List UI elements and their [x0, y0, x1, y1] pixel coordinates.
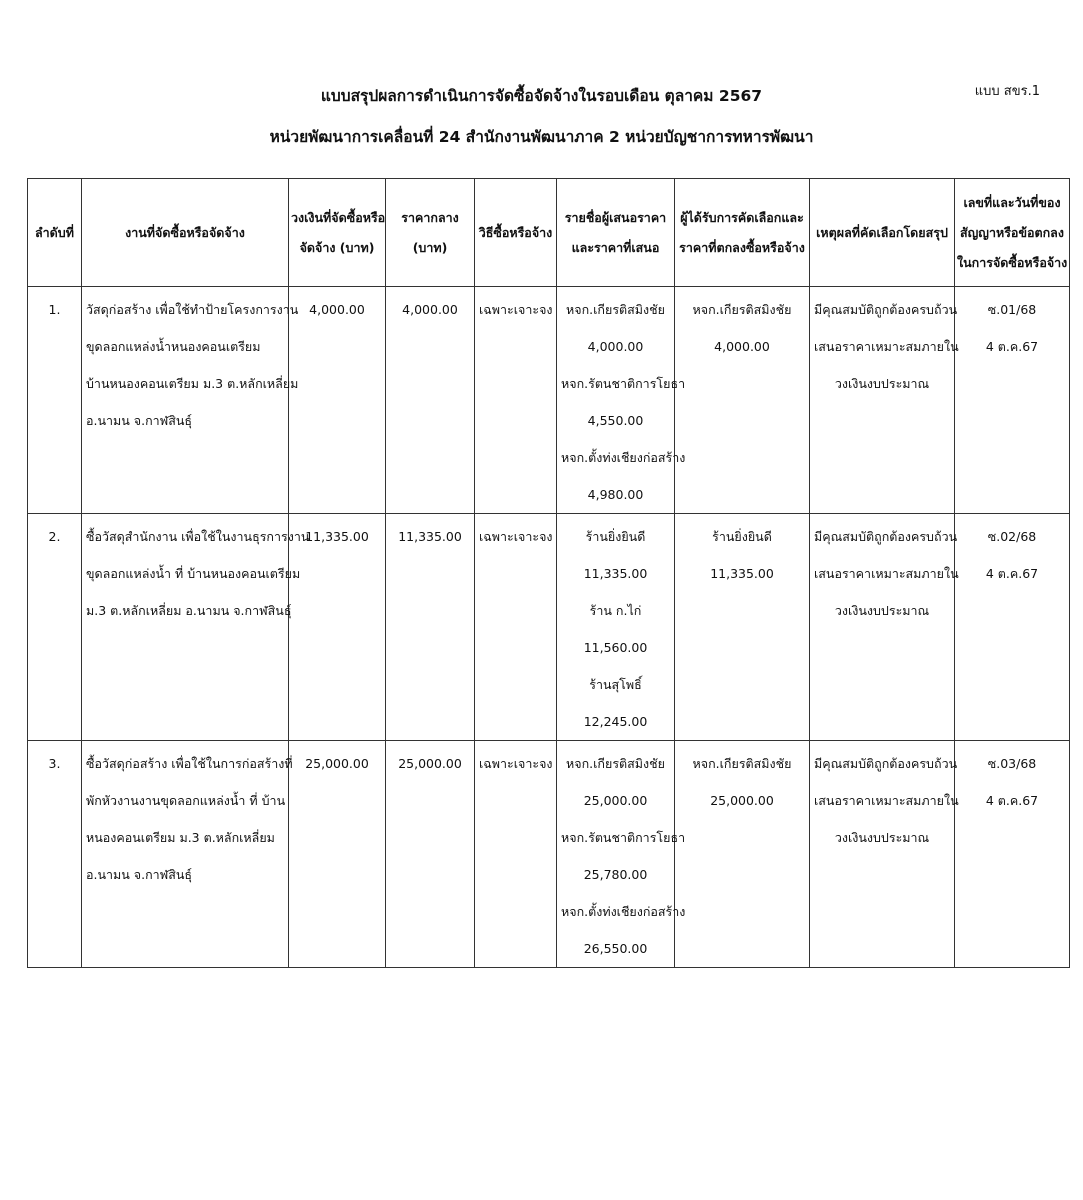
cell-text: ร้าน ก.ไก่ [589, 603, 642, 618]
header-text: และราคาที่เสนอ [571, 239, 660, 255]
col-header-item [82, 179, 289, 287]
cell-text: เสนอราคาเหมาะสมภายใน [814, 339, 959, 354]
cell-text: หนองคอนเตรียม ม.3 ต.หลักเหลี่ยม [86, 830, 275, 845]
reason-cell [810, 514, 959, 741]
cell-text: 11,335.00 [398, 529, 462, 544]
cell-text: 25,000.00 [305, 756, 369, 771]
cell-text: ร้านยิ่งยินดี [585, 529, 646, 544]
col-header-median-price [386, 179, 475, 287]
header-text: เหตุผลที่คัดเลือกโดยสรุป [816, 224, 948, 240]
table-header-row [28, 179, 1070, 287]
cell-text: มีคุณสมบัติถูกต้องครบถ้วน [814, 756, 958, 771]
reason-cell [810, 287, 959, 514]
col-header-contract [955, 179, 1070, 287]
header-text: งานที่จัดซื้อหรือจัดจ้าง [125, 224, 245, 240]
contract-cell [955, 287, 1070, 514]
header-text: สัญญาหรือข้อตกลง [960, 224, 1064, 240]
cell-text: ร้านยิ่งยินดี [712, 529, 772, 544]
cell-text: อ.นามน จ.กาฬสินธุ์ [86, 867, 193, 882]
cell-text: 4 ต.ค.67 [985, 339, 1039, 354]
method-cell [475, 514, 557, 741]
cell-text: 12,245.00 [583, 714, 648, 729]
budget-cell [289, 287, 386, 514]
document-title: แบบสรุปผลการดำเนินการจัดซื้อจัดจ้างในรอบเดือน ตุลาคม 2567 [320, 87, 763, 105]
cell-text: 11,335.00 [583, 566, 648, 581]
winner-cell [675, 287, 810, 514]
cell-text: 4,000.00 [587, 339, 644, 354]
median-price-cell [386, 287, 475, 514]
cell-text: 25,000.00 [710, 793, 774, 808]
cell-text: วงเงินงบประมาณ [834, 830, 930, 845]
cell-text: หจก.รัตนชาติการโยธา [561, 376, 686, 391]
contract-cell [955, 514, 1070, 741]
cell-text: หจก.เกียรติสมิงชัย [566, 302, 665, 317]
header-text: (บาท) [412, 239, 448, 255]
document-subtitle: หน่วยพัฒนาการเคลื่อนที่ 24 สำนักงานพัฒนาภาค 2 หน่วยบัญชาการทหารพัฒนา [269, 128, 814, 146]
cell-text: เฉพาะเจาะจง [479, 529, 553, 544]
cell-text: 4,000.00 [402, 302, 458, 317]
cell-text: เสนอราคาเหมาะสมภายใน [814, 566, 959, 581]
reason-cell [810, 741, 959, 968]
row-number [28, 514, 82, 741]
cell-text: ขุดลอกแหล่งน้ำหนองคอนเตรียม [86, 339, 261, 354]
cell-text: ซ.03/68 [987, 756, 1037, 771]
median-price-cell [386, 514, 475, 741]
cell-text: หจก.เกียรติสมิงชัย [692, 756, 792, 771]
bidders-cell [557, 514, 675, 741]
item-description [82, 514, 310, 741]
cell-text: 4 ต.ค.67 [985, 566, 1039, 581]
cell-text: 4,980.00 [587, 487, 644, 502]
col-header-budget [289, 179, 386, 287]
header-text: เลขที่และวันที่ของ [963, 194, 1061, 210]
header-text: รายชื่อผู้เสนอราคา [564, 209, 667, 225]
cell-text: บ้านหนองคอนเตรียม ม.3 ต.หลักเหลี่ยม [86, 376, 299, 391]
col-header-method [475, 179, 557, 287]
col-header-bidders [557, 179, 675, 287]
winner-cell [675, 514, 810, 741]
cell-text: พักหัวงานงานขุดลอกแหล่งน้ำ ที่ บ้าน [86, 793, 286, 808]
method-cell [475, 287, 557, 514]
col-header-reason [810, 179, 955, 287]
cell-text: 11,335.00 [305, 529, 369, 544]
cell-text: ร้านสุโพธิ์ [589, 677, 642, 692]
header-text: ราคากลาง [401, 209, 459, 225]
table-row [28, 287, 1070, 514]
table-row [28, 514, 1070, 741]
cell-text: หจก.เกียรติสมิงชัย [566, 756, 665, 771]
cell-text: 1. [48, 302, 61, 317]
cell-text: เฉพาะเจาะจง [479, 302, 553, 317]
header-text: จัดจ้าง (บาท) [299, 239, 375, 255]
cell-text: ขุดลอกแหล่งน้ำ ที่ บ้านหนองคอนเตรียม [86, 566, 301, 581]
cell-text: 4,550.00 [587, 413, 644, 428]
cell-text: 4 ต.ค.67 [985, 793, 1039, 808]
item-description [82, 741, 293, 968]
header-text: วงเงินที่จัดซื้อหรือ [291, 209, 386, 225]
cell-text: ซื้อวัสดุก่อสร้าง เพื่อใช้ในการก่อสร้างที่ [86, 756, 293, 771]
header-text: ราคาที่ตกลงซื้อหรือจ้าง [679, 239, 805, 255]
cell-text: ม.3 ต.หลักเหลี่ยม อ.นามน จ.กาฬสินธุ์ [86, 603, 292, 618]
winner-cell [675, 741, 810, 968]
header-text: ในการจัดซื้อหรือจ้าง [957, 254, 1068, 270]
cell-text: 11,560.00 [583, 640, 648, 655]
median-price-cell [386, 741, 475, 968]
cell-text: ซื้อวัสดุสำนักงาน เพื่อใช้ในงานธุรการงาน [86, 529, 310, 544]
cell-text: 25,000.00 [583, 793, 648, 808]
form-code: แบบ สขร.1 [974, 84, 1040, 99]
cell-text: วงเงินงบประมาณ [834, 603, 930, 618]
budget-cell [289, 741, 386, 968]
header-text: ผู้ได้รับการคัดเลือกและ [680, 209, 804, 225]
header-text: ลำดับที่ [35, 224, 74, 240]
cell-text: 11,335.00 [710, 566, 774, 581]
cell-text: 4,000.00 [714, 339, 770, 354]
bidders-cell [557, 741, 686, 968]
cell-text: เฉพาะเจาะจง [479, 756, 553, 771]
cell-text: 3. [48, 756, 61, 771]
cell-text: ซ.01/68 [987, 302, 1037, 317]
cell-text: มีคุณสมบัติถูกต้องครบถ้วน [814, 529, 958, 544]
cell-text: 25,000.00 [398, 756, 462, 771]
cell-text: เสนอราคาเหมาะสมภายใน [814, 793, 959, 808]
cell-text: 4,000.00 [309, 302, 365, 317]
cell-text: 26,550.00 [583, 941, 648, 956]
cell-text: 25,780.00 [583, 867, 648, 882]
cell-text: หจก.ตั้งท่งเชียงก่อสร้าง [561, 450, 686, 465]
cell-text: ซ.02/68 [987, 529, 1037, 544]
bidders-cell [557, 287, 686, 514]
col-header-winner [675, 179, 810, 287]
cell-text: หจก.เกียรติสมิงชัย [692, 302, 792, 317]
row-number [28, 287, 82, 514]
header-text: วิธีซื้อหรือจ้าง [478, 224, 553, 240]
cell-text: อ.นามน จ.กาฬสินธุ์ [86, 413, 193, 428]
method-cell [475, 741, 557, 968]
cell-text: หจก.ตั้งท่งเชียงก่อสร้าง [561, 904, 686, 919]
cell-text: 2. [48, 529, 61, 544]
contract-cell [955, 741, 1070, 968]
cell-text: มีคุณสมบัติถูกต้องครบถ้วน [814, 302, 958, 317]
cell-text: วัสดุก่อสร้าง เพื่อใช้ทำป้ายโครงการงาน [86, 302, 299, 317]
procurement-table [27, 178, 1070, 968]
item-description [82, 287, 299, 514]
budget-cell [289, 514, 386, 741]
cell-text: วงเงินงบประมาณ [834, 376, 930, 391]
row-number [28, 741, 82, 968]
cell-text: หจก.รัตนชาติการโยธา [561, 830, 686, 845]
table-row [28, 741, 1070, 968]
col-header-no [28, 179, 82, 287]
